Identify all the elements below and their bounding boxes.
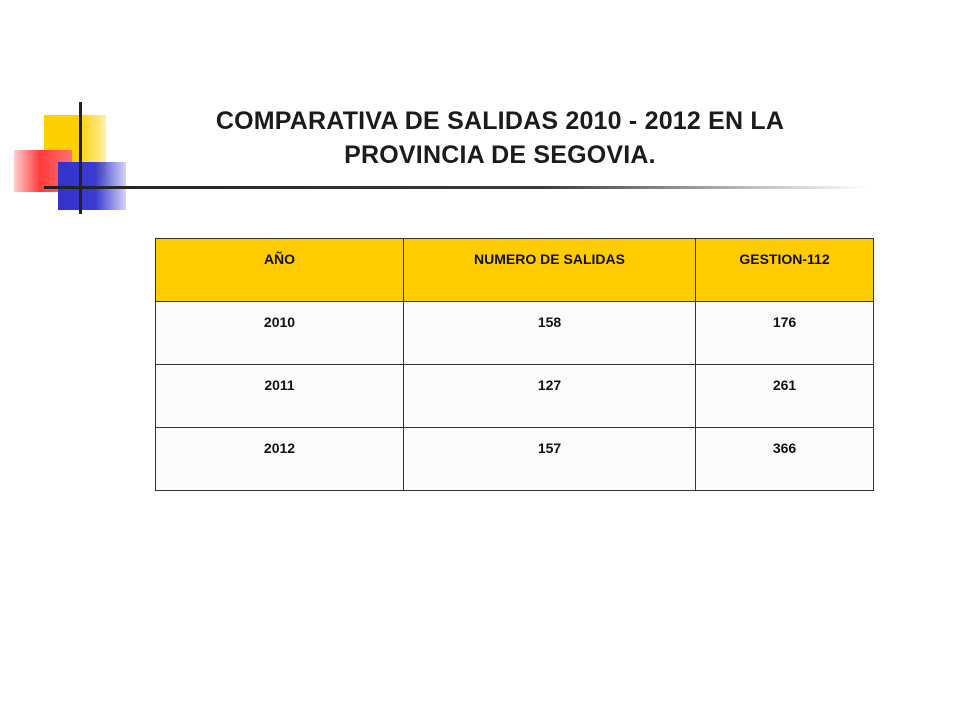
- cell-numero-de-salidas: 158: [404, 302, 696, 365]
- slide-title: [150, 104, 850, 172]
- table-row: [156, 302, 874, 365]
- decorative-vertical-line: [79, 102, 82, 214]
- table-header-row: [156, 239, 874, 302]
- cell-numero-de-salidas: 157: [404, 428, 696, 491]
- slide-title-line-2: PROVINCIA DE SEGOVIA.: [344, 141, 656, 169]
- cell-year: 2012: [156, 428, 404, 491]
- salidas-table: [155, 238, 874, 491]
- header-year: AÑO: [156, 239, 404, 302]
- cell-gestion-112: 366: [696, 428, 874, 491]
- table-row: [156, 428, 874, 491]
- header-gestion-112: GESTION-112: [696, 239, 874, 302]
- table-row: [156, 365, 874, 428]
- cell-year: 2010: [156, 302, 404, 365]
- cell-year: 2011: [156, 365, 404, 428]
- cell-numero-de-salidas: 127: [404, 365, 696, 428]
- title-underline: [44, 186, 870, 189]
- header-numero-de-salidas: NUMERO DE SALIDAS: [404, 239, 696, 302]
- cell-gestion-112: 261: [696, 365, 874, 428]
- cell-gestion-112: 176: [696, 302, 874, 365]
- slide-title-line-1: COMPARATIVA DE SALIDAS 2010 - 2012 EN LA: [215, 107, 785, 135]
